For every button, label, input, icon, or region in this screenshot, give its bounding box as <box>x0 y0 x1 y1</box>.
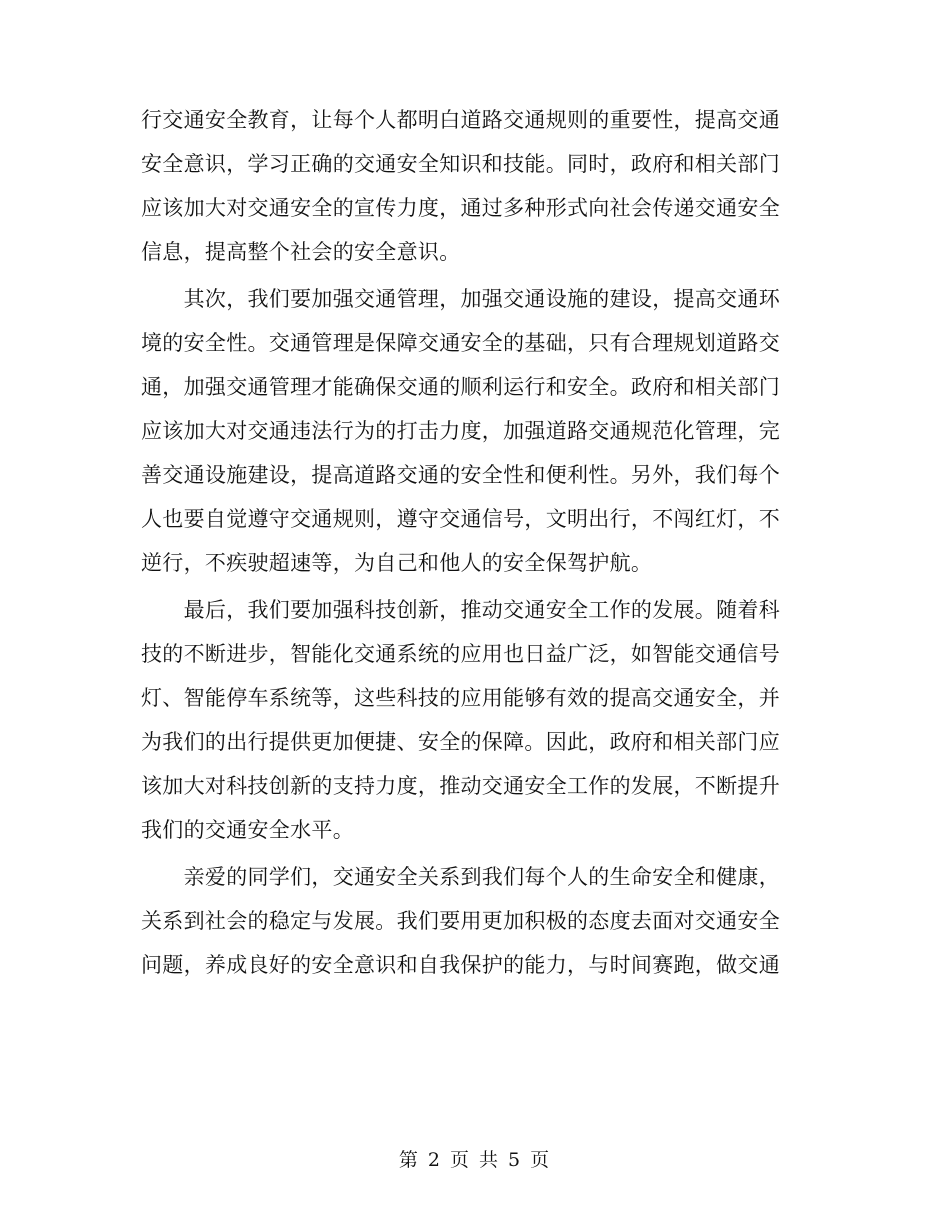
text-line: 应该加大对交通安全的宣传力度，通过多种形式向社会传递交通安全 <box>141 196 780 220</box>
text-line: 亲爱的同学们，交通安全关系到我们每个人的生命安全和健康， <box>141 865 780 889</box>
text-line: 技的不断进步，智能化交通系统的应用也日益广泛，如智能交通信号 <box>141 642 780 666</box>
text-line: 信息，提高整个社会的安全意识。 <box>141 240 461 264</box>
paragraph-1 <box>141 98 801 274</box>
text-line: 关系到社会的稳定与发展。我们要用更加积极的态度去面对交通安全 <box>141 909 780 933</box>
text-line: 逆行，不疾驶超速等，为自己和他人的安全保驾护航。 <box>141 551 653 575</box>
text-line: 善交通设施建设，提高道路交通的安全性和便利性。另外，我们每个 <box>141 463 780 487</box>
text-line: 灯、智能停车系统等，这些科技的应用能够有效的提高交通安全，并 <box>141 686 780 710</box>
text-line: 行交通安全教育，让每个人都明白道路交通规则的重要性，提高交通 <box>141 108 780 132</box>
body-text <box>141 98 801 987</box>
text-line: 安全意识，学习正确的交通安全知识和技能。同时，政府和相关部门 <box>141 152 780 176</box>
paragraph-4 <box>141 855 801 987</box>
paragraph-3 <box>141 588 801 852</box>
text-line: 境的安全性。交通管理是保障交通安全的基础，只有合理规划道路交 <box>141 331 780 355</box>
text-line: 该加大对科技创新的支持力度，推动交通安全工作的发展，不断提升 <box>141 774 780 798</box>
paragraph-2 <box>141 277 801 585</box>
text-line: 人也要自觉遵守交通规则，遵守交通信号，文明出行，不闯红灯，不 <box>141 507 780 531</box>
text-line: 我们的交通安全水平。 <box>141 818 354 842</box>
text-line: 为我们的出行提供更加便捷、安全的保障。因此，政府和相关部门应 <box>141 730 780 754</box>
text-line: 问题，养成良好的安全意识和自我保护的能力，与时间赛跑，做交通 <box>141 953 780 977</box>
text-line: 应该加大对交通违法行为的打击力度，加强道路交通规范化管理，完 <box>141 419 780 443</box>
text-line: 最后，我们要加强科技创新，推动交通安全工作的发展。随着科 <box>141 598 780 622</box>
text-line: 通，加强交通管理才能确保交通的顺利运行和安全。政府和相关部门 <box>141 375 780 399</box>
text-line: 其次，我们要加强交通管理，加强交通设施的建设，提高交通环 <box>141 287 780 311</box>
page-number-footer: 第 2 页 共 5 页 <box>398 1149 552 1171</box>
